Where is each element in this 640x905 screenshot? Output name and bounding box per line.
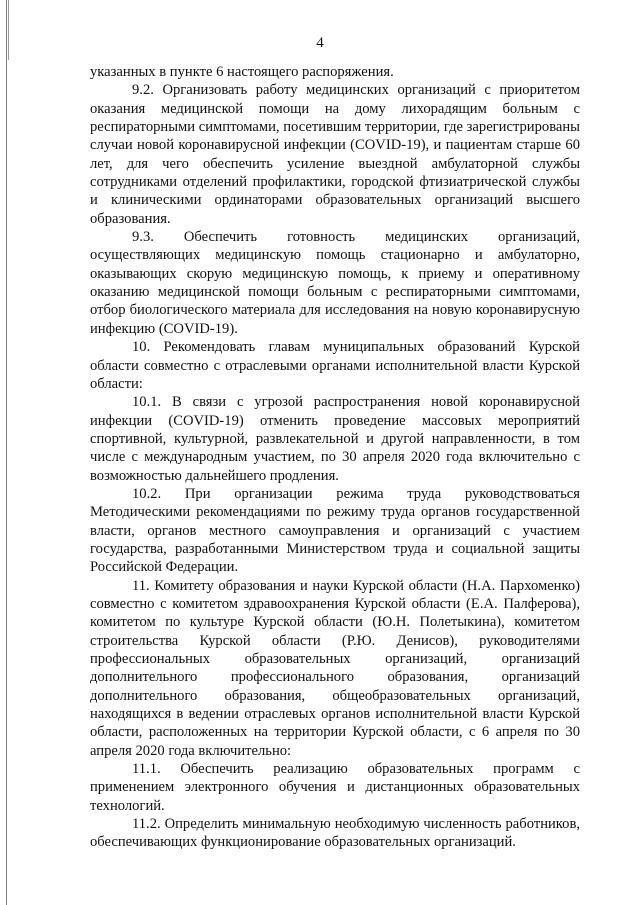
paragraph-10-1: 10.1. В связи с угрозой распространения новой коронавирусной инфекции (COVID-19) отменить проведение массовых мероприятий спортивной, культурной, развлекательной и другой направленности, в том числе с международным участием, по 30 апреля 2020 года включительно с возможностью дальнейшего продления. — [90, 394, 580, 484]
paragraph-10: 10. Рекомендовать главам муниципальных образований Курской области совместно с отраслевыми органами исполнительной власти Курской области: — [90, 339, 580, 392]
paragraph-continuation: указанных в пункте 6 настоящего распоряжения. — [90, 64, 394, 80]
paragraph-11-2: 11.2. Определить минимальную необходимую численность работников, обеспечивающих функционирование образовательных организаций. — [90, 816, 580, 851]
paragraph-11-1: 11.1. Обеспечить реализацию образовательных программ с применением электронного обучения и дистанционных образовательных технологий. — [90, 761, 580, 814]
page-number: 4 — [316, 35, 324, 51]
paragraph-9-2: 9.2. Организовать работу медицинских организаций с приоритетом оказания медицинской помощи на дому лихорадящим больным с респираторными симптомами, посетившим территории, где зарегистрированы случаи новой коронавирусной инфекции (COVID-19), и пациентам старше 60 лет, для чего обеспечить усиление выездной амбулаторной службы сотрудниками отделений профилактики, городской фтизиатрической службы и клиническими ординаторами образовательных организаций высшего образования. — [90, 82, 580, 227]
paragraph-10-2: 10.2. При организации режима труда руководствоваться Методическими рекомендациями по режиму труда органов государственной власти, органов местного самоуправления и организаций с участием государства, разработанными Министерством труда и социальной защиты Российской Федерации. — [90, 485, 580, 576]
paragraph-11: 11. Комитету образования и науки Курской области (Н.А. Пархоменко) совместно с комитетом здравоохранения Курской области (Е.А. Палферова), комитетом по культуре Курской области (Ю.Н. Полетыкина), комитетом строительства Курской области (Р.Ю. Денисов), руководителями профессиональных образовательных организаций, организаций дополнительного профессионального образования, организаций дополнительного образования, общеобразовательных организаций, находящихся в ведении отраслевых органов исполнительной власти Курской области, расположенных на территории Курской области, с 6 апреля по 30 апреля 2020 года включительно: — [90, 577, 580, 759]
scan-edge-line — [6, 0, 7, 905]
document-body — [90, 63, 580, 852]
paragraph-9-3: 9.3. Обеспечить готовность медицинских организаций, осуществляющих медицинскую помощь стационарно и амбулаторно, оказывающих скорую медицинскую помощь, к приему и оперативному оказанию медицинской помощи больным с респираторными симптомами, отбор биологического материала для исследования на новую коронавирусную инфекцию (COVID-19). — [90, 229, 580, 337]
